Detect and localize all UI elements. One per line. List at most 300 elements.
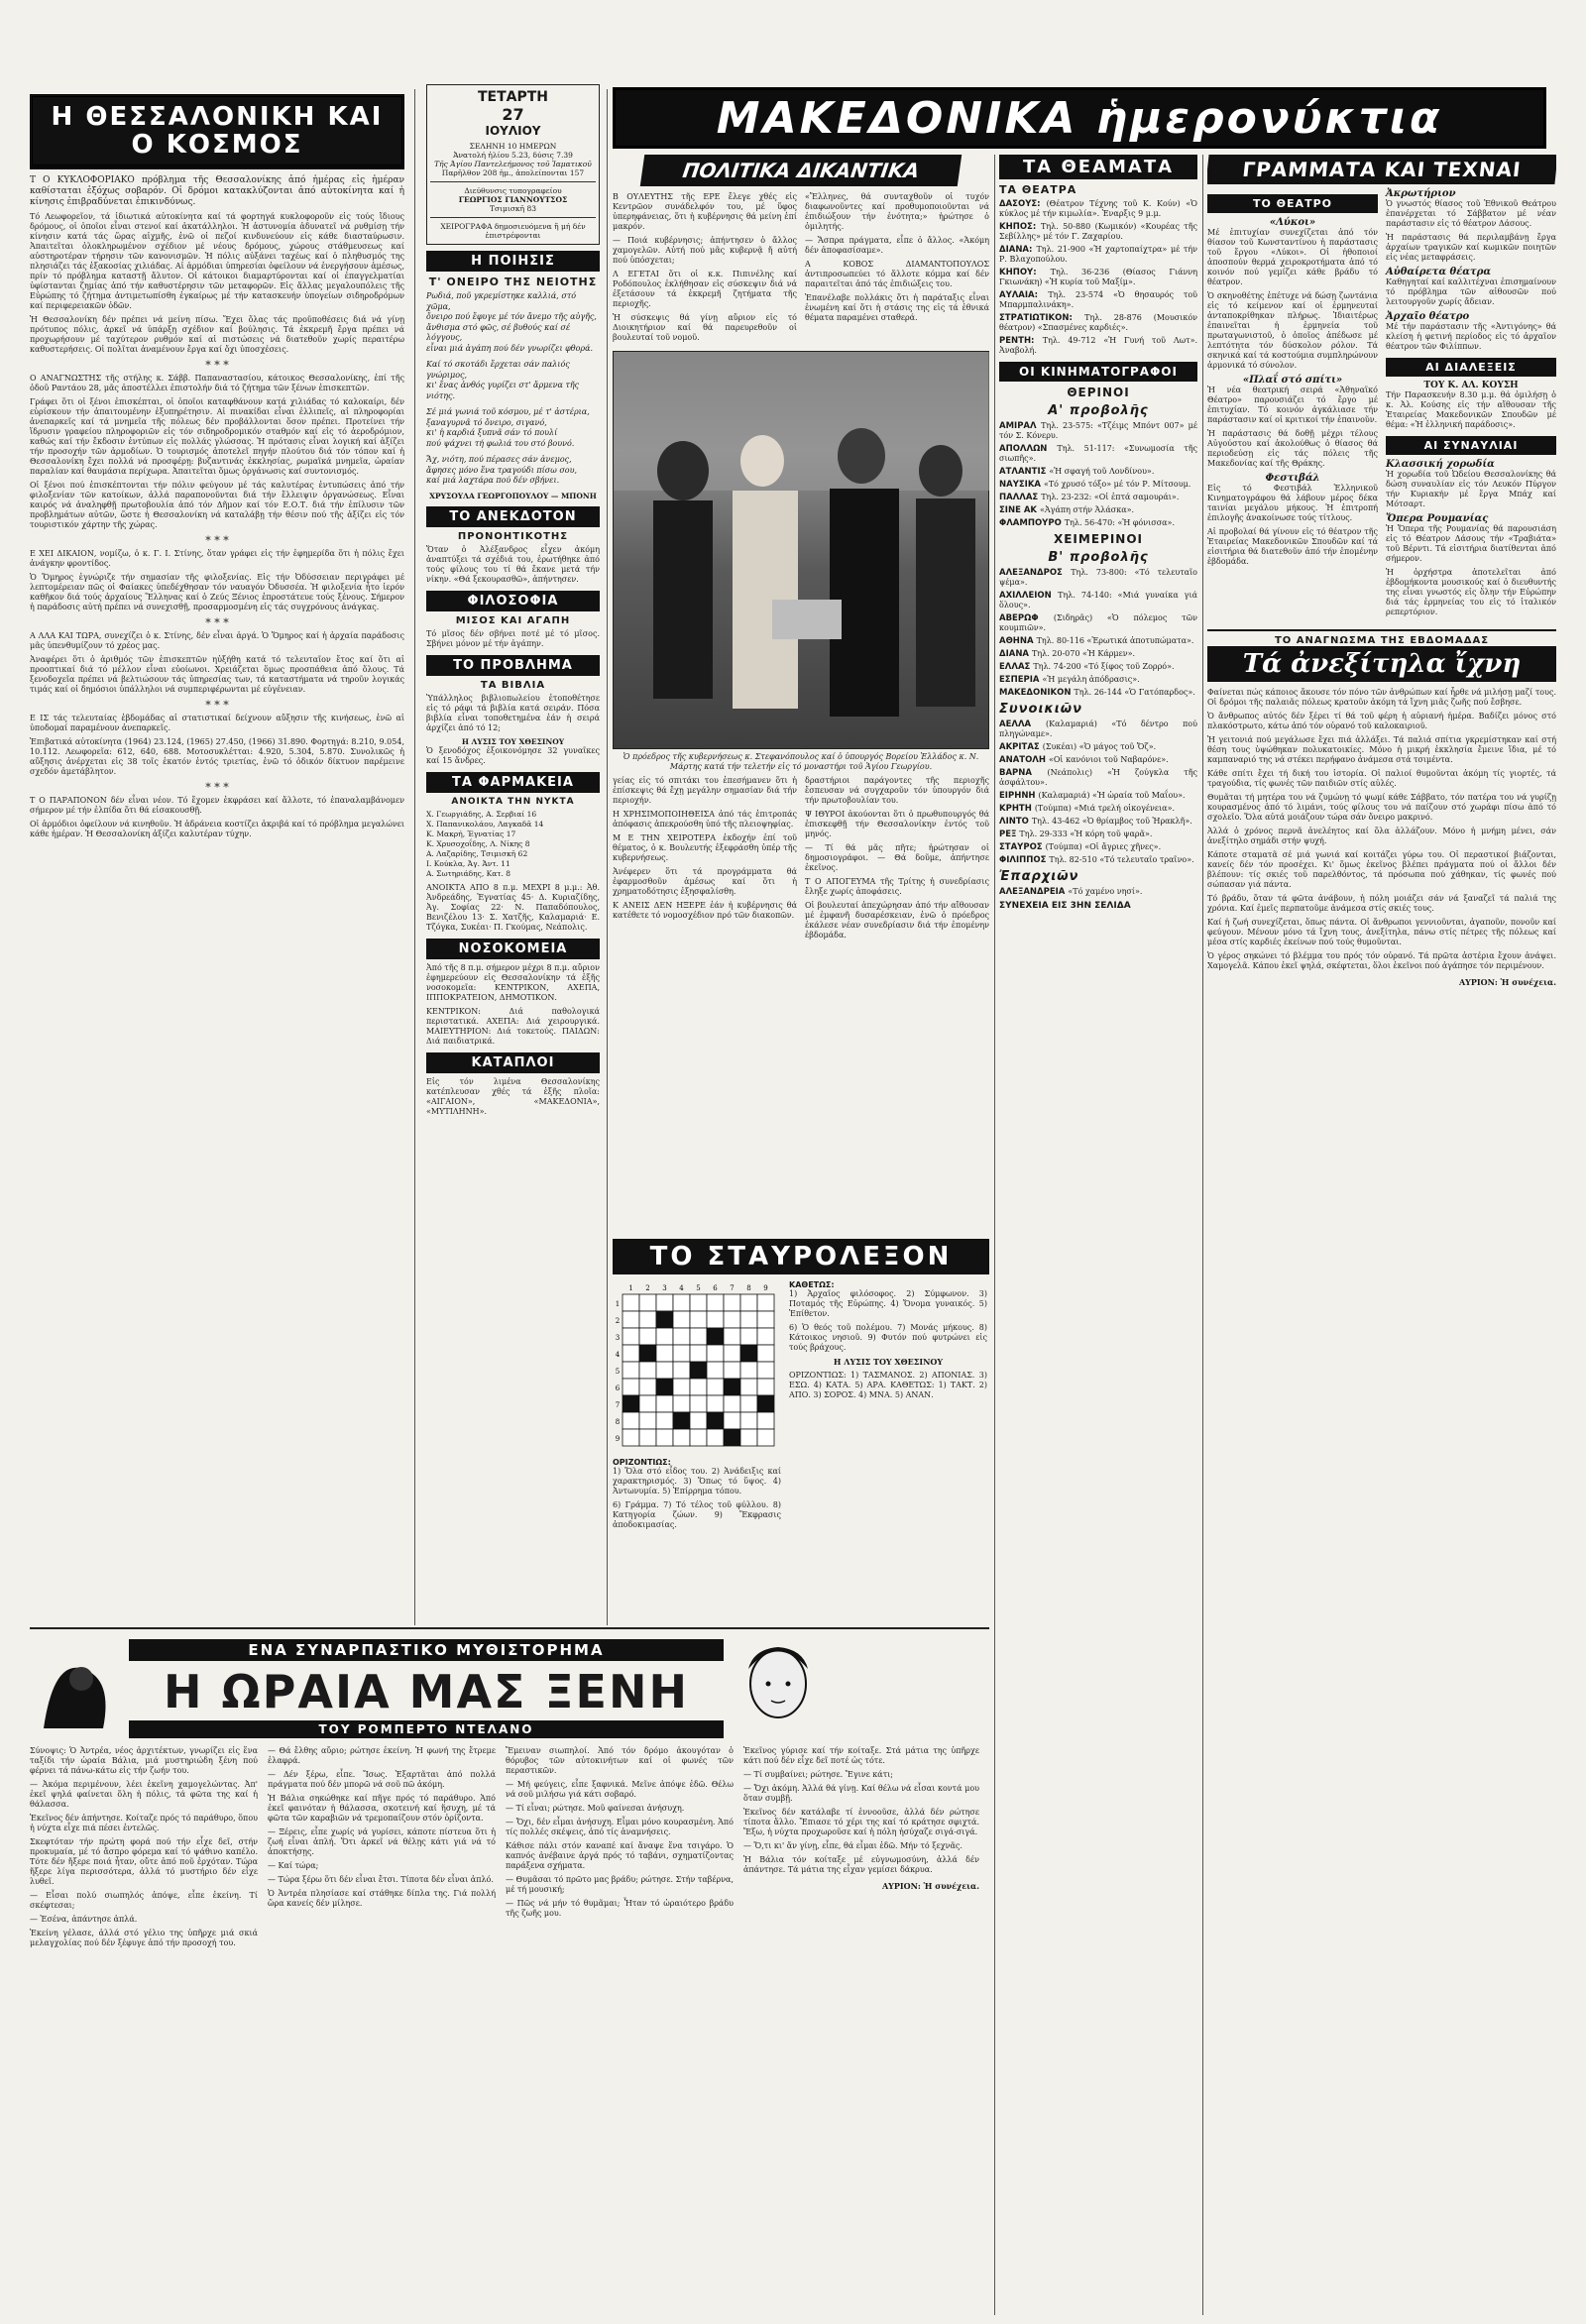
novel-paragraph: Ἔμειναν σιωπηλοί. Ἀπό τόν δρόμο ἀκουγόταν ὁ θόρυβος τῶν αὐτοκινήτων καί οἱ φωνές τῶν περαστικῶν. xyxy=(506,1746,734,1775)
listing-detail: «Οἱ κανόνιοι τοῦ Ναβαρόνε». xyxy=(1048,755,1169,764)
ships-title: ΚΑΤΑΠΛΟΙ xyxy=(426,1052,600,1073)
grid-cell[interactable] xyxy=(740,1345,757,1362)
second-run-list xyxy=(999,568,1197,698)
listing-name: ΡΕΞ xyxy=(999,830,1020,839)
article-paragraph: Α ΛΛΑ ΚΑΙ ΤΩΡΑ, συνεχίζει ὁ κ. Στίνης, δέν εἶναι ἀργά. Ὁ Ὅμηρος καί ἡ ἀρχαία παράδοσις μᾶς ὑπενθυμίζουν τό χρέος μας. xyxy=(30,631,404,650)
grid-cell[interactable] xyxy=(639,1362,656,1379)
listing-name: ΑΘΗΝΑ xyxy=(999,636,1037,646)
listing-detail: Τηλ. 50-880 (Κωμικόν) «Κουρέας τῆς Σεβίλλης» μέ τόν Γ. Ζαχαρίου. xyxy=(999,222,1197,241)
problem-text: Ὑπάλληλος βιβλιοπωλείου ἐτοποθέτησε εἰς τό ράφι τά βιβλία κατά σειράν. Πόσα βιβλία εἶναι τοποθετημένα ἐάν ἡ σειρά ἀρχίζει ἀπό τό 12; xyxy=(426,693,600,732)
grid-cell[interactable] xyxy=(757,1345,774,1362)
listing-detail: Τηλ. 21-900 «Ἡ χαρτοπαίχτρα» μέ τήν Ρ. Βλαχοπούλου. xyxy=(999,245,1197,264)
listing-item xyxy=(999,505,1197,515)
theatres-subtitle: ΤΑ ΘΕΑΤΡΑ xyxy=(999,183,1077,196)
listing-name: ΕΣΠΕΡΙΑ xyxy=(999,675,1043,685)
listing-detail: Τηλ. 23-232: «Οἱ ἐπτά σαμουράι». xyxy=(1041,493,1180,501)
listing-detail: (Καλαμαριά) «Ἡ ὡραία τοῦ Μαΐου». xyxy=(1038,791,1186,800)
grid-cell[interactable] xyxy=(757,1294,774,1311)
grid-cell[interactable] xyxy=(740,1412,757,1429)
poem-title: Η ΠΟΙΗΣΙΣ xyxy=(426,251,600,272)
listing-item xyxy=(999,842,1197,852)
grid-cell[interactable] xyxy=(690,1379,707,1395)
listing-detail: Τηλ. 56-470: «Ἡ φόνισσα». xyxy=(1064,518,1175,527)
listing-item xyxy=(999,518,1197,528)
side-text3: Μέ τήν παράστασιν τῆς «Ἀντιγόνης» θά κλείση ἡ φετινή περίοδος εἰς τό ἀρχαῖον θέατρον τῶν Φιλίππων. xyxy=(1386,322,1556,351)
article-paragraph: Η ΧΡΗΣΙΜΟΠΟΙΗΘΕΙΣΑ ἀπό τάς ἐπιτροπάς ἀπόφασις ἀπεκρούσθη ὑπό τῆς πλειοψηφίας. xyxy=(613,810,797,829)
grid-cell[interactable] xyxy=(724,1311,740,1328)
across-label: ΟΡΙΖΟΝΤΙΩΣ: xyxy=(613,1458,671,1467)
grid-cell[interactable] xyxy=(740,1379,757,1395)
grid-cell[interactable] xyxy=(656,1328,673,1345)
listing-name: ΣΤΡΑΤΙΩΤΙΚΟΝ: xyxy=(999,313,1085,323)
listing-item xyxy=(999,222,1197,242)
opera-sub: Ὄπερα Ρουμανίας xyxy=(1386,513,1489,524)
listing-name: ΕΙΡΗΝΗ xyxy=(999,791,1039,801)
listing-item xyxy=(999,613,1197,633)
poem-line: Καί τό σκοτάδι ἔρχεται σάν παλιός γνώριμος, xyxy=(426,360,570,380)
theatres-title: ΤΑ ΘΕΑΜΑΤΑ xyxy=(999,155,1197,179)
hospitals-text: Ἀπό τῆς 8 π.μ. σήμερον μέχρι 8 π.μ. αὔριον ἐφημερεύουν εἰς Θεσσαλονίκην τά ἑξῆς νοσοκομεῖα: ΚΕΝΤΡΙΚΟΝ, ΑΧΕΠΑ, ΙΠΠΟΚΡΑΤΕΙΟΝ, ΔΗΜΟΤΙΚΟΝ. xyxy=(426,962,600,1002)
grid-cell[interactable] xyxy=(707,1429,724,1446)
listing-item xyxy=(999,444,1197,464)
grid-cell[interactable] xyxy=(724,1362,740,1379)
grid-cell[interactable] xyxy=(639,1412,656,1429)
listing-detail: Τηλ. 28-876 (Μουσικόν θέατρον) «Σπασμένες καρδιές». xyxy=(999,313,1197,332)
listing-name: ΑΕΛΛΑ xyxy=(999,719,1046,729)
first-run-list xyxy=(999,421,1197,528)
listing-detail: Τηλ. 82-510 «Τό τελευταῖο τραῖνο». xyxy=(1049,855,1194,864)
lecture-title: ΑΙ ΔΙΑΛΕΞΕΙΣ xyxy=(1386,358,1556,377)
grid-cell[interactable] xyxy=(757,1429,774,1446)
grid-cell[interactable] xyxy=(673,1412,690,1429)
listing-name: ΦΙΛΙΠΠΟΣ xyxy=(999,855,1050,865)
left-column: Η ΘΕΣΣΑΛΟΝΙΚΗ ΚΑΙ Ο ΚΟΣΜΟΣ Τ Ο ΚΥΚΛΟΦΟΡΙΑΚΟ πρόβλημα τῆς Θεσσαλονίκης ἀπό ἡμέρας εἰς ἡμέραν καθίσταται ἐξόχως σοβαρόν. Οἱ δρόμοι κατακλύζονται ἀπό αὐτοκίνητα καί ἡ κίνησις ἐπιβραδύνεται ἐπικινδύνως. Τό Λεωφορεῖον, τά ἰδιωτικά αὐτοκίνητα καί τά φορτηγά κυκλοφοροῦν εἰς τούς ἴδιους δρόμους, οἱ ὁποῖοι εἶναι στενοί καί ἀκατάλληλοι. Ἡ ἀστυνομία ἀδυνατεῖ νά ρυθμίσῃ τήν κίνησιν κατά τάς ὥρας αἰχμῆς, ἐνῶ οἱ πεζοί κινδυνεύουν εἰς κάθε διασταύρωσιν. Ἀπαιτεῖται ὁλοκληρωμένον σχέδιον μέ νέους δρόμους, χώρους στάθμευσεως καί αὐστηροτέραν τήρησιν τῶν κανονισμῶν. Ἡ πόλις αὐξάνει ταχέως καί ὁ πληθυσμός της πλησιάζει τάς ἑξακοσίας χιλιάδας. Αἱ ἀρμόδιαι ὑπηρεσίαι ὀφείλουν νά ἐνεργήσουν ἀμέσως, πρίν τό πρόβλημα καταστῇ ἄλυτον. Οἱ κάτοικοι διαμαρτύρονται καί οἱ ἐπαγγελματίαι ὑφίστανται ζημίας ἀπό τήν καθυστέρησιν τῶν μεταφορῶν. Εἰς ἄλλας μεγαλουπόλεις τῆς Εὐρώπης τό ζήτημα ἀντιμετωπίσθη ἐγκαίρως μέ τήν κατασκευήν ὑπογείων σιδηροδρόμων καί περιφερειακῶν ὁδῶν. Ἡ Θεσσαλονίκη δέν πρέπει νά μείνη πίσω. Ἔχει ὅλας τάς προϋποθέσεις διά νά γίνῃ πρότυπος πόλις, ἀρκεῖ νά ὑπάρξῃ σχέδιον καί βούλησις. Τά ἐκκρεμῆ ἔργα πρέπει νά προχωρήσουν μέ ταχύτερον ρυθμόν καί αἱ πιστώσεις νά διατεθοῦν χωρίς περαιτέρω καθυστερήσεις. Οἱ πολῖται ἀναμένουν ἔργα καί ὄχι ὑποσχέσεις. * * * Ο ΑΝΑΓΝΩΣΤΗΣ τῆς στήλης κ. Σάββ. Παπαναστασίου, κάτοικος Θεσσαλονίκης, ἐπί τῆς ὁδοῦ Ραντάου 28, μᾶς ἀποστέλλει ἐπιστολήν διά τό ζήτημα τῶν ξένων ἐπισκεπτῶν. Γράφει ὅτι οἱ ξένοι ἐπισκέπται, οἱ ὁποῖοι καταφθάνουν κατά χιλιάδας τό καλοκαίρι, δέν εὑρίσκουν τήν ἀπαιτουμένην ἐξυπηρέτησιν. Αἱ πινακίδαι εἶναι ἐλλιπεῖς, αἱ πληροφορίαι ἀνεπαρκεῖς καί τά μνημεῖα τῆς πόλεως δέν προβάλλονται ὅσον πρέπει. Προτείνει τήν ἵδρυσιν γραφείου πληροφοριῶν εἰς τόν σιδηροδρομικόν σταθμόν καί εἰς τό ἀεροδρόμιον, καθώς καί τήν ἔκδοσιν ἐντύπων εἰς πολλάς γλώσσας. Ἡ πρότασις εἶναι λογική καί ἀξίζει τήν προσοχήν τῶν ἀρμοδίων. Ὁ τουρισμός ἀποτελεῖ πηγήν πλούτου διά τόν τόπον καί ἡ Θεσσαλονίκη ἔχει πολλά νά προσφέρῃ: βυζαντινάς ἐκκλησίας, ρωμαϊκά μνημεῖα, ὡραίαν παραλίαν καί θαυμάσια περίχωρα. Ἀπαιτεῖται ὅμως ὀργάνωσις καί συντονισμός. Οἱ ξένοι πού ἐπισκέπτονται τήν πόλιν φεύγουν μέ τάς καλυτέρας ἐντυπώσεις ἀπό τήν φιλοξενίαν τῶν κατοίκων, ἀλλά παραπονοῦνται διά τήν ἔλλειψιν ὀργανώσεως. Εἶναι καιρός νά ἀναληφθῇ πρωτοβουλία ἀπό τόν Δῆμον καί τόν Ε.Ο.Τ. διά τήν ἐπίλυσιν τῶν προβλημάτων αὐτῶν, ὥστε ἡ Θεσσαλονίκη νά καταλάβῃ τήν θέσιν πού τῆς ἀξίζει εἰς τόν τουριστικόν χάρτην τῆς χώρας. * * * Ε ΧΕΙ ΔΙΚΑΙΟΝ, νομίζω, ὁ κ. Γ. Ι. Στίνης, ὅταν γράφει εἰς τήν ἐφημερίδα ὅτι ἡ πόλις ἔχει ἀνάγκην φροντίδος. Ὁ Ὅμηρος ἐγνώριζε τήν σημασίαν τῆς φιλοξενίας. Εἰς τήν Ὀδύσσειαν περιγράφει μέ λεπτομέρειαν πῶς οἱ Φαίακες ὑπεδέχθησαν τόν ναυαγόν Ὀδυσσέα. Ἡ φιλοξενία ἦτο ἱερόν καθῆκον διά τούς ἀρχαίους Ἕλληνας καί ὁ Ζεύς Ξένιος ἐπροστάτευε τούς ξένους. Σήμερον ἡ παράδοσις αὐτή πρέπει νά συνεχισθῇ, προσαρμοσμένη εἰς τάς συγχρόνους ἀνάγκας. * * * Α ΛΛΑ ΚΑΙ ΤΩΡΑ, συνεχίζει ὁ κ. Στίνης, δέν εἶναι ἀργά. Ὁ Ὅμηρος καί ἡ ἀρχαία παράδοσις μᾶς ὑπενθυμίζουν τό χρέος μας. Ἀναφέρει ὅτι ὁ ἀριθμός τῶν ἐπισκεπτῶν ηὐξήθη κατά τό τελευταῖον ἔτος καί ὅτι αἱ προοπτικαί διά τό μέλλον εἶναι εὐοίωνοι. Χρειάζεται ὅμως προσπάθεια ἀπό ὅλους. Τά ξενοδοχεῖα πρέπει νά βελτιώσουν τάς ὑπηρεσίας των, τά καταστήματα νά τηροῦν λογικάς τιμάς καί οἱ δημόσιοι ὑπάλληλοι νά συμπεριφέρωνται μέ εὐγένειαν. * * * Ε ΙΣ τάς τελευταίας ἑβδομάδας αἱ στατιστικαί δείχνουν αὔξησιν τῆς κινήσεως, ἐνῶ αἱ ὑποδομαί παραμένουν ἀνεπαρκεῖς. Ἐπιβατικά αὐτοκίνητα (1964) 23.124, (1965) 27.450, (1966) 31.890. Φορτηγά: 8.210, 9.054, 10.112. Λεωφορεῖα: 612, 640, 688. Μοτοσυκλέτται: 4.920, 5.304, 5.870. Συνολικῶς ἡ αὔξησις ἀνέρχεται εἰς 38 τοῖς ἑκατόν ἐντός τριετίας, ἐνῶ τό ὁδικόν δίκτυον παρέμεινε σχεδόν ἀμετάβλητον. * * * Τ Ο ΠΑΡΑΠΟΝΟΝ δέν εἶναι νέον. Τό ἔχομεν ἐκφράσει καί ἄλλοτε, τό ἐπαναλαμβάνομεν σήμερον μέ τήν ἐλπίδα ὅτι θά εἰσακουσθῇ. Οἱ ἁρμόδιοι ὀφείλουν νά κινηθοῦν. Ἡ ἀδράνεια κοστίζει ἀκριβά καί τό πρόβλημα μεγαλώνει κάθε ἡμέραν. Ἡ Θεσσαλονίκη ἀξίζει καλυτέραν τύχην. xyxy=(30,94,404,1620)
listing-item xyxy=(999,804,1197,814)
grid-cell[interactable] xyxy=(690,1345,707,1362)
memories-paragraph: Κάθε σπίτι ἔχει τή δική του ἱστορία. Οἱ παλιοί θυμοῦνται ἀκόμη τίς γιορτές, τά τραγούδια, τίς φωνές τῶν παιδιῶν στίς αὐλές. xyxy=(1207,769,1556,788)
list-item: Κ. Μακρή, Ἐγνατίας 17 xyxy=(426,829,516,838)
grid-row-number: 8 xyxy=(615,1417,621,1426)
exhib-sub: «Πλαΐ στό σπίτι» xyxy=(1242,375,1343,386)
grid-cell[interactable] xyxy=(757,1362,774,1379)
provinces-list xyxy=(999,887,1197,897)
listing-item xyxy=(999,768,1197,788)
memories-text: Φαίνεται πώς κάποιος ἄκουσε τόν πόνο τῶν ἀνθρώπων καί ἦρθε νά μιλήσῃ μαζί τους. Οἱ δρόμοι τῆς παλαιᾶς πόλεως κρατοῦν ἀκόμη τά ἴχνη μιᾶς ζωῆς πού ἔσβησε. Ὁ ἄνθρωπος αὐτός δέν ξέρει τί θά τοῦ φέρη ἡ αὐριανή ἡμέρα. Βαδίζει μόνος στό πλακόστρωτο, κάτω ἀπό τόν οὐρανό τοῦ καλοκαιριοῦ. Ἡ γειτονιά πού μεγάλωσε ἔχει πιά ἀλλάξει. Τά παλιά σπίτια γκρεμίστηκαν καί στή θέση τους ὑψώθηκαν πολυκατοικίες. Μόνο ἡ μικρή ἐκκλησία ἔμεινε ἴδια, μέ τό καμπαναριό της νά στέκει περήφανο ἀνάμεσα στά τσιμέντα. Κάθε σπίτι ἔχει τή δική του ἱστορία. Οἱ παλιοί θυμοῦνται ἀκόμη τίς γιορτές, τά τραγούδια, τίς φωνές τῶν παιδιῶν στίς αὐλές. Θυμᾶται τή μητέρα του νά ζυμώνῃ τό ψωμί κάθε Σάββατο, τόν πατέρα του νά γυρίζῃ κουρασμένος ἀπό τό λιμάνι, τούς φίλους του νά παίζουν στό χωράφι πίσω ἀπό τό σχολεῖο. Ὅλα αὐτά μοιάζουν τώρα σάν ὄνειρο μακρινό. Ἀλλά ὁ χρόνος περνᾶ ἀνελέητος καί ὅλα ἀλλάζουν. Μόνο ἡ μνήμη μένει, σάν ἀνεξίτηλο σημάδι στήν ψυχή. Κάποτε σταματᾶ σέ μιά γωνιά καί κοιτάζει γύρω του. Οἱ περαστικοί βιάζονται, κανείς δέν τόν προσέχει. Κι' ὅμως ἐκεῖνος βλέπει πράγματα πού οἱ ἄλλοι δέν βλέπουν: τίς σκιές τοῦ παρελθόντος, τά πρόσωπα πού χάθηκαν, τίς φωνές πού σώπασαν γιά πάντα. Τό βράδυ, ὅταν τά φῶτα ἀνάβουν, ἡ πόλη μοιάζει σάν νά ξαναζεῖ τά παλιά της χρόνια. Καί ἐμεῖς περπατοῦμε ἀνάμεσα στίς σκιές τους. Καί ἡ ζωή συνεχίζεται, ὅπως πάντα. Οἱ ἄνθρωποι γεννιοῦνται, ἀγαποῦν, πονοῦν καί φεύγουν. Μένουν μόνο τά ἴχνη τους, ἀνεξίτηλα, πάνω στίς πέτρες τῆς πόλεως καί μέσα στίς καρδιές ἐκείνων πού τούς θυμοῦνται. Ὁ γέρος σηκώνει τό βλέμμα του πρός τόν οὐρανό. Τά πρῶτα ἀστέρια ἔχουν ἀνάψει. Χαμογελᾶ. Κάπου ἐκεῖ ψηλά, σκέφτεται, ὅλοι ἐκεῖνοι πού ἀγάπησε τόν περιμένουν. ΑΥΡΙΟΝ: Ἡ συνέχεια. xyxy=(1207,688,1556,987)
listing-name: ΔΙΑΝΑ xyxy=(999,649,1032,659)
listing-item xyxy=(999,688,1197,698)
theatres-section xyxy=(999,155,1197,2315)
listing-item xyxy=(999,268,1197,287)
listing-detail: Τηλ. 74-140: «Μιά γυναίκα γιά ὅλους». xyxy=(999,591,1197,609)
list-item: Χ. Γεωργιάδης, Α. Σερβιαί 16 xyxy=(426,809,537,819)
novel-paragraph: — Ὄχι ἀκόμη. Ἀλλά θά γίνῃ. Καί θέλω νά εἶσαι κοντά μου ὅταν συμβῇ. xyxy=(743,1784,979,1803)
grid-cell[interactable] xyxy=(673,1395,690,1412)
memories-title: Τά ἀνεξίτηλα ἴχνη xyxy=(1207,646,1556,682)
lecture-text: Τήν Παρασκευήν 8.30 μ.μ. θά ὁμιλήσῃ ὁ κ. Ἀλ. Κούσης εἰς τήν αἴθουσαν τῆς Ἑταιρείας Μακεδονικῶν Σπουδῶν μέ θέμα: «Ἡ ἑλληνική παράδοσις». xyxy=(1386,390,1556,429)
festival-text: Εἰς τό Φεστιβάλ Ἑλληνικοῦ Κινηματογράφου θά λάβουν μέρος δέκα ταινίαι μεγάλου μήκους. Ἡ ἐπιτροπή ἐπιλογῆς ἀνακοίνωσε τούς τίτλους. xyxy=(1207,484,1378,522)
listing-detail: Τηλ. 74-200 «Τό ξίφος τοῦ Ζορρό». xyxy=(1033,662,1175,671)
grid-cell[interactable] xyxy=(707,1328,724,1345)
grid-cell[interactable] xyxy=(623,1395,639,1412)
article-paragraph: Λ ΕΓΕΤΑΙ ὅτι οἱ κ.κ. Πιπινέλης καί Ροδόπουλος ἐκλήθησαν εἰς σύσκεψιν διά νά ἐξετάσουν τά ἐκκρεμῆ ζητήματα τῆς περιοχῆς. xyxy=(613,270,797,308)
listing-name: ΑΒΕΡΩΦ xyxy=(999,613,1054,623)
hospitals-title: ΝΟΣΟΚΟΜΕΙΑ xyxy=(426,939,600,959)
grid-col-number: 7 xyxy=(730,1284,735,1292)
grid-col-number: 4 xyxy=(679,1284,684,1292)
grid-cell[interactable] xyxy=(656,1345,673,1362)
poem-line: κι' ἔνας ἀνθός γυρίζει στ' ἄρμενα τῆς νιότης. xyxy=(426,381,580,400)
grid-cell[interactable] xyxy=(757,1379,774,1395)
article-paragraph: Τ Ο ΑΠΟΓΕΥΜΑ τῆς Τρίτης ἡ συνεδρίασις ἔληξε χωρίς ἀποφάσεις. xyxy=(805,877,989,896)
grid-cell[interactable] xyxy=(757,1311,774,1328)
poem-subtitle: Τ' ΟΝΕΙΡΟ ΤΗΣ ΝΕΙΟΤΗΣ xyxy=(428,276,598,288)
grid-col-number: 2 xyxy=(645,1284,650,1292)
column-divider xyxy=(994,155,995,2315)
editor-name: ΓΕΩΡΓΙΟΣ ΓΙΑΝΝΟΥΤΣΟΣ xyxy=(458,195,568,204)
grid-cell[interactable] xyxy=(707,1412,724,1429)
theatre-list xyxy=(999,199,1197,356)
list-item: Κ. Χρυσοχοΐδης, Λ. Νίκης 8 xyxy=(426,838,530,848)
grid-cell[interactable] xyxy=(623,1429,639,1446)
grid-cell[interactable] xyxy=(673,1345,690,1362)
listing-detail: (Σιδηρᾶς) «Ὁ πόλεμος τῶν κουμπιῶν». xyxy=(999,613,1197,632)
listing-detail: (Τούμπα) «Οἱ ἄγριες χῆνες». xyxy=(1045,842,1162,851)
grid-cell[interactable] xyxy=(707,1294,724,1311)
grid-cell[interactable] xyxy=(639,1379,656,1395)
list-item: Χ. Παπανικολάου, Λαγκαδᾶ 14 xyxy=(426,819,544,829)
listing-name: ΜΑΚΕΔΟΝΙΚΟΝ xyxy=(999,688,1075,698)
listing-name: ΔΑΣΟΥΣ: xyxy=(999,199,1047,209)
novel-author: ΤΟΥ ΡΟΜΠΕΡΤΟ ΝΤΕΛΑΝΟ xyxy=(129,1720,724,1738)
grid-col-number: 6 xyxy=(713,1284,718,1292)
grid-cell[interactable] xyxy=(690,1294,707,1311)
novel-paragraph: Ἐκεῖνος γύρισε καί τήν κοίταξε. Στά μάτια της ὑπῆρχε κάτι πού δέν εἶχε δεῖ ποτέ ὡς τότε. xyxy=(743,1746,979,1765)
grid-cell[interactable] xyxy=(707,1345,724,1362)
grid-cell[interactable] xyxy=(673,1294,690,1311)
listing-item xyxy=(999,290,1197,310)
grid-cell[interactable] xyxy=(656,1379,673,1395)
grid-cell[interactable] xyxy=(623,1379,639,1395)
listing-name: ΑΚΡΙΤΑΣ xyxy=(999,742,1043,752)
ships-text: Εἰς τόν λιμένα Θεσσαλονίκης κατέπλευσαν χθές τά ἑξῆς πλοῖα: «ΑΙΓΑΙΟΝ», «ΜΑΚΕΔΟΝΙΑ», «ΜΥΤΙΛΗΝΗ». xyxy=(426,1076,600,1116)
listing-detail: Τηλ. 20-070 «Ἡ Κάρμεν». xyxy=(1031,649,1136,658)
anecdote-subtitle: ΠΡΟΝΟΗΤΙΚΟΤΗΣ xyxy=(457,530,569,542)
listing-name: ΑΝΑΤΟΛΗ xyxy=(999,755,1049,765)
grid-cell[interactable] xyxy=(673,1328,690,1345)
manuscripts-note: ΧΕΙΡΟΓΡΑΦΑ δημοσιευόμενα ἤ μή δέν ἐπιστρέφονται xyxy=(440,222,586,240)
grid-row-number: 4 xyxy=(615,1350,621,1359)
article-paragraph: Ἡ Θεσσαλονίκη δέν πρέπει νά μείνη πίσω. Ἔχει ὅλας τάς προϋποθέσεις διά νά γίνῃ πρότυπος πόλις, ἀρκεῖ νά ὑπάρξῃ σχέδιον καί βούλησις. Τά ἐκκρεμῆ ἔργα πρέπει νά προχωρήσουν μέ ταχύτερον ρυθμόν καί αἱ πιστώσεις νά διατεθοῦν χωρίς περαιτέρω καθυστερήσεις. Οἱ πολῖται ἀναμένουν ἔργα καί ὄχι ὑποσχέσεις. xyxy=(30,315,404,354)
article-paragraph: Ψ ΙΘΥΡΟΙ ἀκούονται ὅτι ὁ πρωθυπουργός θά ἐπισκεφθῇ τήν Θεσσαλονίκην ἐντός τοῦ μηνός. xyxy=(805,810,989,838)
theatre-sub: «Λύκοι» xyxy=(1269,217,1316,228)
memories-paragraph: Ὁ ἄνθρωπος αὐτός δέν ξέρει τί θά τοῦ φέρη ἡ αὐριανή ἡμέρα. Βαδίζει μόνος στό πλακόστρωτο, κάτω ἀπό τόν οὐρανό τοῦ καλοκαιριοῦ. xyxy=(1207,712,1556,730)
grid-cell[interactable] xyxy=(740,1429,757,1446)
listing-item xyxy=(999,675,1197,685)
listing-item xyxy=(999,336,1197,356)
grid-cell[interactable] xyxy=(724,1395,740,1412)
listing-item xyxy=(999,591,1197,610)
listing-item xyxy=(999,855,1197,865)
listing-item xyxy=(999,245,1197,265)
first-run-label: Α' προβολῆς xyxy=(1048,403,1149,418)
summer-label: ΘΕΡΙΝΟΙ xyxy=(1067,386,1130,399)
novel-paragraph: — Τί συμβαίνει; ρώτησε. Ἔγινε κάτι; xyxy=(743,1770,893,1779)
side-sub2: Αὐθαίρετα θέατρα xyxy=(1386,267,1492,277)
listing-item xyxy=(999,887,1197,897)
article-paragraph: Ἀναφέρει ὅτι ὁ ἀριθμός τῶν ἐπισκεπτῶν ηὐξήθη κατά τό τελευταῖον ἔτος καί ὅτι αἱ προοπτικαί διά τό μέλλον εἶναι εὐοίωνοι. Χρειάζεται ὅμως προσπάθεια ἀπό ὅλους. Τά ξενοδοχεῖα πρέπει νά βελτιώσουν τάς ὑπηρεσίας των, τά καταστήματα νά τηροῦν λογικάς τιμάς καί οἱ δημόσιοι ὑπάλληλοι νά συμπεριφέρωνται μέ εὐγένειαν. xyxy=(30,655,404,694)
column-divider xyxy=(414,89,415,1625)
grid-cell[interactable] xyxy=(707,1379,724,1395)
listing-item xyxy=(999,662,1197,672)
grid-cell[interactable] xyxy=(724,1379,740,1395)
list-item: Α. Λαζαρίδης, Τσιμισκῆ 62 xyxy=(426,848,528,858)
down-label: ΚΑΘΕΤΩΣ: xyxy=(789,1280,835,1289)
saint: Τῆς Ἀγίου Παντελεήμονος τοῦ Ἰαματικοῦ xyxy=(434,160,592,168)
grid-cell[interactable] xyxy=(623,1345,639,1362)
grid-row-number: 6 xyxy=(615,1383,621,1392)
listing-detail: (Συκέαι) «Ὁ μάγος τοῦ Ὄζ». xyxy=(1042,742,1157,751)
grid-cell[interactable] xyxy=(707,1395,724,1412)
opera-text: Ἡ Ὄπερα τῆς Ρουμανίας θά παρουσιάση εἰς τό Θέατρον Δάσους τήν «Τραβιάτα» τοῦ Βέρντι. Τά εἰσιτήρια διατίθενται ἀπό σήμερον. xyxy=(1386,524,1556,563)
listing-detail: Τηλ. 80-116 «Ἐρωτικά ἀποτυπώματα». xyxy=(1036,636,1194,645)
grid-cell[interactable] xyxy=(707,1311,724,1328)
second-run-label: Β' προβολῆς xyxy=(1048,550,1149,565)
philosophy-subtitle: ΜΙΣΟΣ ΚΑΙ ΑΓΑΠΗ xyxy=(455,614,571,626)
grid-cell[interactable] xyxy=(673,1362,690,1379)
moon: ΣΕΛΗΝΗ 10 ΗΜΕΡΩΝ xyxy=(469,142,557,151)
continued-note: ΣΥΝΕΧΕΙΑ ΕΙΣ 3ΗΝ ΣΕΛΙΔΑ xyxy=(999,901,1131,911)
lecture-sub: ΤΟΥ Κ. ΑΛ. ΚΟΥΣΗ xyxy=(1423,381,1519,390)
grid-cell[interactable] xyxy=(724,1294,740,1311)
grid-cell[interactable] xyxy=(690,1412,707,1429)
grid-cell[interactable] xyxy=(673,1311,690,1328)
listing-name: ΚΡΗΤΗ xyxy=(999,804,1035,814)
grid-cell[interactable] xyxy=(656,1362,673,1379)
grid-cell[interactable] xyxy=(656,1294,673,1311)
neighborhood-label: Συνοικιῶν xyxy=(999,702,1082,717)
crossword-title: ΤΟ ΣΤΑΥΡΟΛΕΞΟΝ xyxy=(613,1239,989,1274)
grid-row-number: 3 xyxy=(615,1333,621,1342)
grid-col-number: 9 xyxy=(763,1284,768,1292)
grid-cell[interactable] xyxy=(690,1429,707,1446)
cinemas-title: ΟΙ ΚΙΝΗΜΑΤΟΓΡΑΦΟΙ xyxy=(999,362,1197,382)
politics-title: ΠΟΛΙΤΙΚΑ ΔΙΚΑΝΤΙΚΑ xyxy=(640,155,962,186)
grid-cell[interactable] xyxy=(656,1412,673,1429)
memories-next: ΑΥΡΙΟΝ: Ἡ συνέχεια. xyxy=(1458,977,1556,987)
grid-cell[interactable] xyxy=(623,1362,639,1379)
grid-cell[interactable] xyxy=(690,1362,707,1379)
grid-cell[interactable] xyxy=(757,1412,774,1429)
editor-label: Διεύθυνσις τυπογραφείου xyxy=(464,186,562,195)
philosophy-text: Τό μῖσος δέν σβήνει ποτέ μέ τό μῖσος. Σβήνει μόνον μέ τήν ἀγάπην. xyxy=(426,628,600,648)
novel-paragraph: Ἐκεῖνος δέν ἀπήντησε. Κοίταζε πρός τό παράθυρο, ὅπου ἡ νύχτα εἶχε πιά πέσει ἐντελῶς. xyxy=(30,1814,258,1832)
grid-cell[interactable] xyxy=(623,1412,639,1429)
listing-name: ΚΗΠΟΣ: xyxy=(999,222,1041,232)
memories-paragraph: Τό βράδυ, ὅταν τά φῶτα ἀνάβουν, ἡ πόλη μοιάζει σάν νά ξαναζεῖ τά παλιά της χρόνια. Καί ἐμεῖς περπατοῦμε ἀνάμεσα στίς σκιές τους. xyxy=(1207,894,1556,913)
section-title: Η ΘΕΣΣΑΛΟΝΙΚΗ ΚΑΙ Ο ΚΟΣΜΟΣ xyxy=(30,94,404,167)
grid-cell[interactable] xyxy=(656,1311,673,1328)
grid-cell[interactable] xyxy=(656,1395,673,1412)
listing-name: ΦΛΑΜΠΟΥΡΟ xyxy=(999,518,1065,528)
article-paragraph: Κ ΑΝΕΙΣ ΔΕΝ ΗΞΕΡΕ ἐάν ἡ κυβέρνησις θά κατέθετε τό νομοσχέδιον πρό τῶν διακοπῶν. xyxy=(613,901,797,920)
festival-sub: Φεστιβάλ xyxy=(1265,473,1320,484)
listing-detail: (Νεάπολις) «Ἡ ζούγκλα τῆς ἀσφάλτου». xyxy=(999,768,1197,787)
list-item: Α. Σωτηριάδης, Κατ. 8 xyxy=(426,868,510,878)
grid-cell[interactable] xyxy=(639,1345,656,1362)
article-paragraph: Τ Ο ΚΥΚΛΟΦΟΡΙΑΚΟ πρόβλημα τῆς Θεσσαλονίκης ἀπό ἡμέρας εἰς ἡμέραν καθίσταται ἐξόχως σοβαρόν. Οἱ δρόμοι κατακλύζονται ἀπό αὐτοκίνητα καί ἡ κίνησις ἐπιβραδύνεται ἐπικινδύνως. xyxy=(30,175,404,207)
memories-paragraph: Φαίνεται πώς κάποιος ἄκουσε τόν πόνο τῶν ἀνθρώπων καί ἦρθε νά μιλήσῃ μαζί τους. Οἱ δρόμοι τῆς παλαιᾶς πόλεως κρατοῦν ἀκόμη τά ἴχνη μιᾶς ζωῆς πού ἔσβησε. xyxy=(1207,688,1556,707)
philosophy-title: ΦΙΛΟΣΟΦΙΑ xyxy=(426,591,600,611)
grid-row-number: 9 xyxy=(615,1434,621,1443)
listing-item xyxy=(999,719,1197,739)
poem-line: ἄνθισμα στό φῶς, σέ βυθούς καί σέ λόγγους, xyxy=(426,322,571,342)
grid-cell[interactable] xyxy=(740,1395,757,1412)
listing-detail: Τηλ. 23-574 «Ὁ θησαυρός τοῦ Μπαρμπαλινάκη». xyxy=(999,290,1197,309)
listing-item xyxy=(999,421,1197,441)
memories-top: ΤΟ ΑΝΑΓΝΩΣΜΑ ΤΗΣ ΕΒΔΟΜΑΔΑΣ xyxy=(1274,635,1490,646)
anecdote-text: Ὅταν ὁ Ἀλέξανδρος εἶχεν ἀκόμη ἀναπτύξει τά σχέδιά του, ἐρωτήθηκε ἀπό τούς φίλους του τί θά ἔκανε μετά τήν νίκην. «Θά ξεκουρασθῶ», ἀπήντησεν. xyxy=(426,544,600,584)
sun-times: Ἀνατολή ἡλίου 5.23, δύσις 7.39 xyxy=(453,151,573,160)
concerts-title: ΑΙ ΣΥΝΑΥΛΙΑΙ xyxy=(1386,436,1556,455)
grid-row-number: 1 xyxy=(615,1299,621,1308)
memories-header xyxy=(1207,629,1556,682)
neighborhood-list xyxy=(999,719,1197,865)
novel-title: Η ΩΡΑΙΑ ΜΑΣ ΞΕΝΗ xyxy=(164,1665,689,1718)
listing-detail: «Ἀγάπη στήν Ἀλάσκα». xyxy=(1039,505,1135,514)
grid-cell[interactable] xyxy=(639,1395,656,1412)
pharmacy-subtitle: ΑΝΟΙΚΤΑ ΤΗΝ ΝΥΚΤΑ xyxy=(451,796,575,807)
listing-detail: «Τό χαμένο νησί». xyxy=(1068,887,1143,896)
article-paragraph: Ἐπιβατικά αὐτοκίνητα (1964) 23.124, (1965) 27.450, (1966) 31.890. Φορτηγά: 8.210, 9.054, 10.112. Λεωφορεῖα: 612, 640, 688. Μοτοσυκλέτται: 4.920, 5.304, 5.870. Συνολικῶς ἡ αὔξησις ἀνέρχεται εἰς 38 τοῖς ἑκατόν ἐντός τριετίας, ἐνῶ τό ὁδικόν δίκτυον παρέμεινε σχεδόν ἀμετάβλητον. xyxy=(30,737,404,776)
grid-cell[interactable] xyxy=(707,1362,724,1379)
poem: Ρωδιά, ποῦ γκρεμίστηκε καλλιά, στό χῶμα, ὄνειρο πού ἔφυγε μέ τόν ἄνεμο τῆς αὐγῆς, ἄνθισμα στό φῶς, σέ βυθούς καί σέ λόγγους, εἶναι μιά ἀγάπη πού δέν γνωρίζει φθορά. Καί τό σκοτάδι ἔρχεται σάν παλιός γνώριμος, κι' ἔνας ἀνθός γυρίζει στ' ἄρμενα τῆς νιότης. Σέ μιά γωνιά τοῦ κόσμου, μέ τ' ἀστέρια, ξαναγυρνᾶ τό ὄνειρο, σιγανό, κι' ἡ καρδιά ξυπνᾶ σάν τό πουλί πού ψάχνει τή φωλιά του στό βουνό. Ἄχ, νιότη, πού πέρασες σάν ἀνεμος, ἄφησες μόνο ἕνα τραγούδι πίσω σου, καί μιά λαχτάρα πού δέν σβήνει. xyxy=(426,291,600,487)
grid-cell[interactable] xyxy=(740,1311,757,1328)
listing-item xyxy=(999,755,1197,765)
provinces-label: Ἐπαρχιῶν xyxy=(999,869,1079,884)
grid-cell[interactable] xyxy=(690,1311,707,1328)
list-item: Ι. Κούκλα, Ἀγ. Ἀντ. 11 xyxy=(426,858,510,868)
listing-detail: (Θέατρον Τέχνης τοῦ Κ. Κούν) «Ὁ κύκλος μέ τήν κιμωλία». Ἐναρξις 9 μ.μ. xyxy=(999,199,1197,218)
crossword-solution-label: Η ΛΥΣΙΣ ΤΟΥ ΧΘΕΣΙΝΟΥ xyxy=(833,1357,944,1367)
listing-item xyxy=(999,742,1197,752)
grid-cell[interactable] xyxy=(740,1294,757,1311)
listing-item xyxy=(999,480,1197,490)
weekday: ΤΕΤΑΡΤΗ xyxy=(477,89,549,105)
grid-cell[interactable] xyxy=(639,1429,656,1446)
grid-cell[interactable] xyxy=(639,1294,656,1311)
listing-item xyxy=(999,199,1197,219)
listing-item xyxy=(999,568,1197,588)
listing-detail: «Ἡ μεγάλη ἀπόδρασις». xyxy=(1042,675,1140,684)
crossword-section: ΤΟ ΣΤΑΥΡΟΛΕΞΟΝ 1 1 2 2 3 3 4 4 5 5 6 6 7 7 8 8 9 9 ΟΡΙΖΟΝΤΙΩΣ: 1) Ὅλα στό εἶδος του. 2) Ἀνάδειξις καί χαρακτηρισμός. 3) Ὅπως τό ὕψος. 4) Ἀντωνυμία. 5) Ἐπίρρημα τόπου. 6) Γράμμα. 7) Τό τέλος τοῦ φύλλου. 8) Κατηγορία ζώων. 9) Ἔκφρασις ἀποδοκιμασίας. ΚΑΘΕΤΩΣ: 1) Ἀρχαῖος φιλόσοφος. 2) Σύμφωνον. 3) Ποταμός τῆς Εὐρώπης. 4) Ὄνομα γυναικός. 5) Ἐπίθετον. 6) Ὁ θεός τοῦ πολέμου. 7) Μονάς μήκους. 8) Κάτοικος νησιοῦ. 9) Φυτόν πού φυτρώνει εἰς τούς βράχους. Η ΛΥΣΙΣ ΤΟΥ ΧΘΕΣΙΝΟΥ ΟΡΙΖΟΝΤΙΩΣ: 1) ΤΑΣΜΑΝΟΣ. 2) ΑΠΟΝΙΑΣ. 3) ΕΣΩ. 4) ΚΑΤΑ. 5) ΑΡΑ. ΚΑΘΕΤΩΣ: 1) ΤΑΚΤ. 2) ΑΠΟ. 3) ΣΟΡΟΣ. 4) ΜΝΑ. 5) ΑΝΑΝ. xyxy=(613,1239,989,1625)
grid-cell[interactable] xyxy=(757,1328,774,1345)
listing-name: ΑΛΕΞΑΝΔΡΟΣ xyxy=(999,568,1072,578)
listing-detail: Τηλ. 26-144 «Ὁ Γατόπαρδος». xyxy=(1074,688,1195,697)
grid-cell[interactable] xyxy=(724,1412,740,1429)
editor-address: Τσιμισκῆ 83 xyxy=(489,204,537,213)
listing-name: ΠΑΛΛΑΣ xyxy=(999,493,1042,502)
article-paragraph: Γράφει ὅτι οἱ ξένοι ἐπισκέπται, οἱ ὁποῖοι καταφθάνουν κατά χιλιάδας τό καλοκαίρι, δέν εὑρίσκουν τήν ἀπαιτουμένην ἐξυπηρέτησιν. Αἱ πινακίδαι εἶναι ἐλλιπεῖς, αἱ πληροφορίαι ἀνεπαρκεῖς καί τά μνημεῖα τῆς πόλεως δέν προβάλλονται ὅσον πρέπει. Προτείνει τήν ἵδρυσιν γραφείου πληροφοριῶν εἰς τόν σιδηροδρομικόν σταθμόν καί εἰς τό ἀεροδρόμιον, καθώς καί τήν ἔκδοσιν ἐντύπων εἰς πολλάς γλώσσας. Ἡ πρότασις εἶναι λογική καί ἀξίζει τήν προσοχήν τῶν ἀρμοδίων. Ὁ τουρισμός ἀποτελεῖ πηγήν πλούτου διά τόν τόπον καί ἡ Θεσσαλονίκη ἔχει πολλά νά προσφέρῃ: βυζαντινάς ἐκκλησίας, ρωμαϊκά μνημεῖα, ὡραίαν παραλίαν καί θαυμάσια περίχωρα. Ἀπαιτεῖται ὅμως ὀργάνωσις καί συντονισμός. xyxy=(30,397,404,476)
grid-cell[interactable] xyxy=(690,1395,707,1412)
listing-item xyxy=(999,313,1197,333)
grid-cell[interactable] xyxy=(673,1429,690,1446)
memories-paragraph: Ἀλλά ὁ χρόνος περνᾶ ἀνελέητος καί ὅλα ἀλλάζουν. Μόνο ἡ μνήμη μένει, σάν ἀνεξίτηλο σημάδι στήν ψυχή. xyxy=(1207,827,1556,845)
article-paragraph: Ὁ Ὅμηρος ἐγνώριζε τήν σημασίαν τῆς φιλοξενίας. Εἰς τήν Ὀδύσσειαν περιγράφει μέ λεπτομέρειαν πῶς οἱ Φαίακες ὑπεδέχθησαν τόν ναυαγόν Ὀδυσσέα. Ἡ φιλοξενία ἦτο ἱερόν καθῆκον διά τούς ἀρχαίους Ἕλληνας καί ὁ Ζεύς Ξένιος ἐπροστάτευε τούς ξένους. Σήμερον ἡ παράδοσις αὐτή πρέπει νά συνεχισθῇ, προσαρμοσμένη εἰς τάς συγχρόνους ἀνάγκας. xyxy=(30,573,404,611)
listing-name: ΑΥΛΑΙΑ: xyxy=(999,290,1049,300)
grid-cell[interactable] xyxy=(690,1328,707,1345)
listing-detail: Τηλ. 43-462 «Ὁ θρίαμβος τοῦ Ἡρακλῆ». xyxy=(1031,817,1192,826)
grid-cell[interactable] xyxy=(724,1429,740,1446)
novel-paragraph: — Μή φεύγεις, εἶπε ξαφνικά. Μεῖνε ἀπόψε ἐδῶ. Θέλω νά σοῦ μιλήσω γιά κάτι σοβαρό. xyxy=(506,1780,734,1799)
side-text2: Καθηγηταί καί καλλιτέχναι ἐπισημαίνουν τό πρόβλημα τῶν αἰθουσῶν πού λειτουργοῦν χωρίς ἄδειαν. xyxy=(1386,277,1556,306)
grid-cell[interactable] xyxy=(740,1362,757,1379)
novel-section: ΕΝΑ ΣΥΝΑΡΠΑΣΤΙΚΟ ΜΥΘΙΣΤΟΡΗΜΑ Η ΩΡΑΙΑ ΜΑΣ ΞΕΝΗ ΤΟΥ ΡΟΜΠΕΡΤΟ ΝΤΕΛΑΝΟ Σύνοψις: Ὁ Ἀντρέα, νέος ἀρχιτέκτων, γνωρίζει εἰς ἕνα ταξίδι τήν ὡραία Βάλια, μιά μυστηριώδη ξένη πού φέρνει τά πάνω-κάτω εἰς τήν ζωήν του. — Ἀκόμα περιμένουν, λέει ἐκεῖνη χαμογελώντας. Ἀπ' ἐκεῖ ψηλά φαίνεται ὅλη ἡ πόλις, τά φῶτα της καί ἡ θάλασσα. Ἐκεῖνος δέν ἀπήντησε. Κοίταζε πρός τό παράθυρο, ὅπου ἡ νύχτα εἶχε πιά πέσει ἐντελῶς. Σκεφτόταν τήν πρώτη φορά πού τήν εἶχε δεῖ, στήν προκυμαία, μέ τό ἄσπρο φόρεμα καί τό ψάθινο καπέλο. Τότε δέν ἤξερε ποιά ἦταν, οὔτε ἀπό ποῦ ἐρχόταν. Τώρα ἤξερε λίγα περισσότερα, ἀλλά τό μυστήριο δέν εἶχε λυθεῖ. — Εἶσαι πολύ σιωπηλός ἀπόψε, εἶπε ἐκείνη. Τί σκέφτεσαι; — Ἐσένα, ἀπάντησε ἁπλά. Ἐκείνη γέλασε, ἀλλά στό γέλιο της ὑπῆρχε μιά σκιά μελαγχολίας πού δέν ξέφυγε ἀπό τήν προσοχή του. — Θά ἔλθης αὔριο; ρώτησε ἐκείνη. Ἡ φωνή της ἔτρεμε ἐλαφρά. — Δέν ξέρω, εἶπε. Ἴσως. Ἐξαρτᾶται ἀπό πολλά πράγματα πού δέν μπορῶ νά σοῦ πῶ ἀκόμη. Ἡ Βάλια σηκώθηκε καί πῆγε πρός τό παράθυρο. Ἀπό ἐκεῖ φαινόταν ἡ θάλασσα, σκοτεινή καί ἥσυχη, μέ τά φῶτα τῶν καραβιῶν νά τρεμοπαίζουν στόν ὁρίζοντα. — Ξέρεις, εἶπε χωρίς νά γυρίσει, κάποτε πίστευα ὅτι ἡ ζωή εἶναι ἁπλή. Ὅτι ἀρκεῖ νά θέλῃς κάτι γιά νά τό ἀποκτήσῃς. — Καί τώρα; — Τώρα ξέρω ὅτι δέν εἶναι ἔτσι. Τίποτα δέν εἶναι ἁπλό. Ὁ Ἀντρέα πλησίασε καί στάθηκε δίπλα της. Γιά πολλή ὥρα κανείς δέν μίλησε. Ἔμειναν σιωπηλοί. Ἀπό τόν δρόμο ἀκουγόταν ὁ θόρυβος τῶν αὐτοκινήτων καί οἱ φωνές τῶν περαστικῶν. — Μή φεύγεις, εἶπε ξαφνικά. Μεῖνε ἀπόψε ἐδῶ. Θέλω νά σοῦ μιλήσω γιά κάτι σοβαρό. — Τί εἶναι; ρώτησε. Μοῦ φαίνεσαι ἀνήσυχη. — Ὄχι, δέν εἶμαι ἀνήσυχη. Εἶμαι μόνο κουρασμένη. Ἀπό τίς πολλές σκέψεις, ἀπό τίς ἀναμνήσεις. Κάθισε πάλι στόν καναπέ καί ἄναψε ἕνα τσιγάρο. Ὁ καπνός ἀνέβαινε ἀργά πρός τό ταβάνι, σχηματίζοντας παράξενα σχήματα. — Θυμᾶσαι τό πρῶτο μας βράδυ; ρώτησε. Στήν ταβέρνα, μέ τή μουσική; — Πῶς νά μήν τό θυμᾶμαι; Ἦταν τό ὡραιότερο βράδυ τῆς ζωῆς μου. Ἐκεῖνος γύρισε καί τήν κοίταξε. Στά μάτια της ὑπῆρχε κάτι πού δέν εἶχε δεῖ ποτέ ὡς τότε. — Τί συμβαίνει; ρώτησε. Ἔγινε κάτι; — Ὄχι ἀκόμη. Ἀλλά θά γίνῃ. Καί θέλω νά εἶσαι κοντά μου ὅταν συμβῇ. Ἐκεῖνος δέν κατάλαβε τί ἐννοοῦσε, ἀλλά δέν ρώτησε τίποτα ἄλλο. Ἔπιασε τό χέρι της καί τό κράτησε σφιχτά. Ἔξω, ἡ νύχτα προχωροῦσε καί ἡ πόλη ἡσύχαζε σιγά-σιγά. — Ὅ,τι κι' ἄν γίνῃ, εἶπε, θά εἶμαι ἐδῶ. Μήν τό ξεχνᾶς. Ἡ Βάλια τόν κοίταξε μέ εὐγνωμοσύνη, ἀλλά δέν ἀπάντησε. Τά μάτια της εἶχαν γεμίσει δάκρυα. ΑΥΡΙΟΝ: Ἡ συνέχεια. xyxy=(30,1641,979,1947)
arts-section: ΓΡΑΜΜΑΤΑ ΚΑΙ ΤΕΧΝΑΙ ΤΟ ΘΕΑΤΡΟ «Λύκοι» Μέ ἐπιτυχίαν συνεχίζεται ἀπό τόν θίασον τοῦ Κωνσταντίνου ἡ παράστασις τοῦ ἔργου «Λύκοι». Οἱ ἠθοποιοί ἀποσπούν θερμά χειροκροτήματα ἀπό τό κοινόν πού γεμίζει κάθε βράδυ τό θέατρον. Ὁ σκηνοθέτης ἐπέτυχε νά δώσῃ ζωντάνια εἰς τό κείμενον καί οἱ ἑρμηνευταί ἀνταποκρίθηκαν πλήρως. Ἰδιαιτέρως ἐπαινεῖται ἡ ἑρμηνεία τοῦ πρωταγωνιστοῦ, ὁ ὁποῖος ἀπέδωσε μέ λεπτότητα τόν δύσκολον ρόλον. Τά σκηνικά καί τά κοστούμια συμπληρώνουν ἁρμονικά τό σύνολον. «Πλαΐ στό σπίτι» Ἡ νέα θεατρική σειρά «Ἀθηναϊκό Θέατρο» παρουσιάζει τό ἔργο μέ ἐπιτυχίαν. Τό κοινόν ἀγκάλιασε τήν παράστασιν καί οἱ κριτικοί τήν ἐπαινοῦν. Ἡ παράστασις θά δοθῇ μέχρι τέλους Αὐγούστου καί ἀκολούθως ὁ θίασος θά περιοδεύσῃ εἰς τάς πόλεις τῆς Μακεδονίας καί τῆς Θράκης. Φεστιβάλ Εἰς τό Φεστιβάλ Ἑλληνικοῦ Κινηματογράφου θά λάβουν μέρος δέκα ταινίαι μεγάλου μήκους. Ἡ ἐπιτροπή ἐπιλογῆς ἀνακοίνωσε τούς τίτλους. Αἱ προβολαί θά γίνουν εἰς τό θέατρον τῆς Ἑταιρείας Μακεδονικῶν Σπουδῶν καί τά εἰσιτήρια θά διατεθοῦν ἀπό τήν ἐπομένην ἑβδομάδα. Ἀκρωτήριον Ὁ γνωστός θίασος τοῦ Ἐθνικοῦ Θεάτρου ἐπανέρχεται τό Σάββατον μέ νέαν παράστασιν εἰς τό θέατρον Δάσους. Ἡ παράστασις θά περιλαμβάνῃ ἔργα ἀρχαίων τραγικῶν καί κωμικῶν ποιητῶν εἰς νέας μεταφράσεις. Αὐθαίρετα θέατρα Καθηγηταί καί καλλιτέχναι ἐπισημαίνουν τό πρόβλημα τῶν αἰθουσῶν πού λειτουργοῦν χωρίς ἄδειαν. Ἀρχαῖο θέατρο Μέ τήν παράστασιν τῆς «Ἀντιγόνης» θά κλείση ἡ φετινή περίοδος εἰς τό ἀρχαῖον θέατρον τῶν Φιλίππων. ΑΙ ΔΙΑΛΕΞΕΙΣ ΤΟΥ Κ. ΑΛ. ΚΟΥΣΗ Τήν Παρασκευήν 8.30 μ.μ. θά ὁμιλήσῃ ὁ κ. Ἀλ. Κούσης εἰς τήν αἴθουσαν τῆς Ἑταιρείας Μακεδονικῶν Σπουδῶν μέ θέμα: «Ἡ ἑλληνική παράδοσις». ΑΙ ΣΥΝΑΥΛΙΑΙ Κλασσική χορωδία Ἡ χορωδία τοῦ Ὠδείου Θεσσαλονίκης θά δώση συναυλίαν εἰς τόν Λευκόν Πύργον τήν Κυριακήν μέ ἔργα Μπάχ καί Μότσαρτ. Ὄπερα Ρουμανίας Ἡ Ὄπερα τῆς Ρουμανίας θά παρουσιάση εἰς τό Θέατρον Δάσους τήν «Τραβιάτα» τοῦ Βέρντι. Τά εἰσιτήρια διατίθενται ἀπό σήμερον. Ἡ ὀρχήστρα ἀποτελεῖται ἀπό ἑβδομήκοντα μουσικούς καί ὁ διευθυντής της εἶναι γνωστός εἰς ὅλην τήν Εὐρώπην διά τάς ἑρμηνείας του εἰς τό ἰταλικόν ρεπερτόριον. ΤΟ ΑΝΑΓΝΩΣΜΑ ΤΗΣ ΕΒΔΟΜΑΔΑΣ Τά ἀνεξίτηλα ἴχνη Φαίνεται πώς κάποιος ἄκουσε τόν πόνο τῶν ἀνθρώπων καί ἦρθε νά μιλήσῃ μαζί τους. Οἱ δρόμοι τῆς παλαιᾶς πόλεως κρατοῦν ἀκόμη τά ἴχνη μιᾶς ζωῆς πού ἔσβησε. Ὁ ἄνθρωπος αὐτός δέν ξέρει τί θά τοῦ φέρη ἡ αὐριανή ἡμέρα. Βαδίζει μόνος στό πλακόστρωτο, κάτω ἀπό τόν οὐρανό τοῦ καλοκαιριοῦ. Ἡ γειτονιά πού μεγάλωσε ἔχει πιά ἀλλάξει. Τά παλιά σπίτια γκρεμίστηκαν καί στή θέση τους ὑψώθηκαν πολυκατοικίες. Μόνο ἡ μικρή ἐκκλησία ἔμεινε ἴδια, μέ τό καμπαναριό της νά στέκει περήφανο ἀνάμεσα στά τσιμέντα. Κάθε σπίτι ἔχει τή δική του ἱστορία. Οἱ παλιοί θυμοῦνται ἀκόμη τίς γιορτές, τά τραγούδια, τίς φωνές τῶν παιδιῶν στίς αὐλές. Θυμᾶται τή μητέρα του νά ζυμώνῃ τό ψωμί κάθε Σάββατο, τόν πατέρα του νά γυρίζῃ κουρασμένος ἀπό τό λιμάνι, τούς φίλους του νά παίζουν στό χωράφι πίσω ἀπό τό σχολεῖο. Ὅλα αὐτά μοιάζουν τώρα σάν ὄνειρο μακρινό. Ἀλλά ὁ χρόνος περνᾶ ἀνελέητος καί ὅλα ἀλλάζουν. Μόνο ἡ μνήμη μένει, σάν ἀνεξίτηλο σημάδι στήν ψυχή. Κάποτε σταματᾶ σέ μιά γωνιά καί κοιτάζει γύρω του. Οἱ περαστικοί βιάζονται, κανείς δέν τόν προσέχει. Κι' ὅμως ἐκεῖνος βλέπει πράγματα πού οἱ ἄλλοι δέν βλέπουν: τίς σκιές τοῦ παρελθόντος, τά πρόσωπα πού χάθηκαν, τίς φωνές πού σώπασαν γιά πάντα. Τό βράδυ, ὅταν τά φῶτα ἀνάβουν, ἡ πόλη μοιάζει σάν νά ξαναζεῖ τά παλιά της χρόνια. Καί ἐμεῖς περπατοῦμε ἀνάμεσα στίς σκιές τους. Καί ἡ ζωή συνεχίζεται, ὅπως πάντα. Οἱ ἄνθρωποι γεννιοῦνται, ἀγαποῦν, πονοῦν καί φεύγουν. Μένουν μόνο τά ἴχνη τους, ἀνεξίτηλα, πάνω στίς πέτρες τῆς πόλεως καί μέσα στίς καρδιές ἐκείνων πού τούς θυμοῦνται. Ὁ γέρος σηκώνει τό βλέμμα του πρός τόν οὐρανό. Τά πρῶτα ἀστέρια ἔχουν ἀνάψει. Χαμογελᾶ. Κάπου ἐκεῖ ψηλά, σκέφτεται, ὅλοι ἐκεῖνοι πού ἀγάπησε τόν περιμένουν. ΑΥΡΙΟΝ: Ἡ συνέχεια. xyxy=(1207,155,1556,2315)
grid-col-number: 8 xyxy=(746,1284,751,1292)
grid-cell[interactable] xyxy=(623,1294,639,1311)
grid-cell[interactable] xyxy=(724,1328,740,1345)
listing-detail: Τηλ. 29-333 «Ἡ κόρη τοῦ ψαρᾶ». xyxy=(1019,830,1153,838)
grid-cell[interactable] xyxy=(639,1311,656,1328)
listing-detail: Τηλ. 73-800: «Τό τελευταῖο ψέμα». xyxy=(999,568,1197,587)
grid-cell[interactable] xyxy=(639,1328,656,1345)
problem-title: ΤΟ ΠΡΟΒΛΗΜΑ xyxy=(426,655,600,676)
column-divider xyxy=(607,89,608,1625)
listing-detail: Τηλ. 36-236 (Θίασος Γιάννη Γκιωνάκη) «Ἡ κυρία τοῦ Μαξίμ». xyxy=(999,268,1197,286)
grid-cell[interactable] xyxy=(740,1328,757,1345)
column-divider xyxy=(1202,155,1203,2315)
month: ΙΟΥΛΙΟΥ xyxy=(485,124,541,138)
theatre-text: Μέ ἐπιτυχίαν συνεχίζεται ἀπό τόν θίασον τοῦ Κωνσταντίνου ἡ παράστασις τοῦ ἔργου «Λύκοι». Οἱ ἠθοποιοί ἀποσπούν θερμά χειροκροτήματα ἀπό τό κοινόν πού γεμίζει κάθε βράδυ τό θέατρον. xyxy=(1207,228,1378,286)
novel-next: ΑΥΡΙΟΝ: Ἡ συνέχεια. xyxy=(881,1881,979,1891)
grid-cell[interactable] xyxy=(656,1429,673,1446)
novel-paragraph: — Θά ἔλθης αὔριο; ρώτησε ἐκείνη. Ἡ φωνή της ἔτρεμε ἐλαφρά. xyxy=(268,1746,496,1765)
listing-name: ΒΑΡΝΑ xyxy=(999,768,1048,778)
across-clues: 1) Ὅλα στό εἶδος του. 2) Ἀνάδειξις καί χαρακτηρισμός. 3) Ὅπως τό ὕψος. 4) Ἀντωνυμία. 5) Ἐπίρρημα τόπου. xyxy=(613,1467,781,1495)
listing-item xyxy=(999,467,1197,477)
article-paragraph: Α ΚΟΒΟΣ ΔΙΑΜΑΝΤΟΠΟΥΛΟΣ ἀντιπροσωπεύει τό ἄλλοτε κόμμα καί δέν παραιτεῖται ἀπό τάς ἐπιδιώξεις του. xyxy=(805,260,989,288)
arts-title: ΓΡΑΜΜΑΤΑ ΚΑΙ ΤΕΧΝΑΙ xyxy=(1207,155,1556,184)
anecdote-title: ΤΟ ΑΝΕΚΔΟΤΟΝ xyxy=(426,506,600,527)
grid-cell[interactable] xyxy=(623,1311,639,1328)
listing-detail: Τηλ. 49-712 «Ἡ Γυνή τοῦ Λωτ». Ἀναβολή. xyxy=(999,336,1197,355)
listing-name: ΑΧΙΛΛΕΙΟΝ xyxy=(999,591,1059,601)
article-paragraph: Ο ΑΝΑΓΝΩΣΤΗΣ τῆς στήλης κ. Σάββ. Παπαναστασίου, κάτοικος Θεσσαλονίκης, ἐπί τῆς ὁδοῦ Ραντάου 28, μᾶς ἀποστέλλει ἐπιστολήν διά τό ζήτημα τῶν ξένων ἐπισκεπτῶν. xyxy=(30,374,404,392)
grid-cell[interactable] xyxy=(757,1395,774,1412)
decoration-illustration xyxy=(34,1639,123,1738)
crossword-grid xyxy=(613,1280,781,1454)
article-paragraph: Οἱ ξένοι πού ἐπισκέπτονται τήν πόλιν φεύγουν μέ τάς καλυτέρας ἐντυπώσεις ἀπό τήν φιλοξενίαν τῶν κατοίκων, ἀλλά παραπονοῦνται διά τήν ἔλλειψιν ὀργανώσεως. Εἶναι καιρός νά ἀναληφθῇ πρωτοβουλία ἀπό τόν Δῆμον καί τόν Ε.Ο.Τ. διά τήν ἐπίλυσιν τῶν προβλημάτων αὐτῶν, ὥστε ἡ Θεσσαλονίκη νά καταλάβῃ τήν θέσιν πού τῆς ἀξίζει εἰς τόν τουριστικόν χάρτην τῆς χώρας. xyxy=(30,481,404,529)
grid-cell[interactable] xyxy=(673,1379,690,1395)
solution-text: Ὁ ξενοδόχος ἐξοικονόμησε 32 γυναῖκες καί 15 ἄνδρες. xyxy=(426,745,600,765)
poem-line: ὄνειρο πού ἔφυγε μέ τόν ἄνεμο τῆς αὐγῆς, xyxy=(426,312,597,321)
poem-line: εἶναι μιά ἀγάπη πού δέν γνωρίζει φθορά. xyxy=(426,343,594,353)
novel-banner-top: ΕΝΑ ΣΥΝΑΡΠΑΣΤΙΚΟ ΜΥΘΙΣΤΟΡΗΜΑ xyxy=(129,1639,724,1661)
grid-cell[interactable] xyxy=(724,1345,740,1362)
listing-item xyxy=(999,636,1197,646)
article-paragraph: Τό Λεωφορεῖον, τά ἰδιωτικά αὐτοκίνητα καί τά φορτηγά κυκλοφοροῦν εἰς τούς ἴδιους δρόμους, οἱ ὁποῖοι εἶναι στενοί καί ἀκατάλληλοι. Ἡ ἀστυνομία ἀδυνατεῖ νά ρυθμίσῃ τήν κίνησιν κατά τάς ὥρας αἰχμῆς, ἐνῶ οἱ πεζοί κινδυνεύουν εἰς κάθε διασταύρωσιν. Ἀπαιτεῖται ὁλοκληρωμένον σχέδιον μέ νέους δρόμους, χώρους στάθμευσεως καί αὐστηροτέραν τήρησιν τῶν κανονισμῶν. Ἡ πόλις αὐξάνει ταχέως καί ὁ πληθυσμός της πλησιάζει τάς ἑξακοσίας χιλιάδας. Αἱ ἀρμόδιαι ὑπηρεσίαι ὀφείλουν νά ἐνεργήσουν ἀμέσως, πρίν τό πρόβλημα καταστῇ ἄλυτον. Οἱ κάτοικοι διαμαρτύρονται καί οἱ ἐπαγγελματίαι ὑφίστανται ζημίας ἀπό τήν καθυστέρησιν τῶν μεταφορῶν. Εἰς ἄλλας μεγαλουπόλεις τῆς Εὐρώπης τό ζήτημα ἀντιμετωπίσθη ἐγκαίρως μέ τήν κατασκευήν ὑπογείων σιδηροδρόμων καί περιφερειακῶν ὁδῶν. xyxy=(30,212,404,310)
article-paragraph: Μ Ε ΤΗΝ ΧΕΙΡΟΤΕΡΑ ἐκδοχήν ἐπί τοῦ θέματος, ὁ κ. Βουλευτής ἐξεφράσθη ὑπέρ τῆς κυβερνήσεως. xyxy=(613,833,797,862)
days-count: Παρῆλθον 208 ἡμ., ἀπολείπονται 157 xyxy=(441,168,585,177)
side-text: Ὁ γνωστός θίασος τοῦ Ἐθνικοῦ Θεάτρου ἐπανέρχεται τό Σάββατον μέ νέαν παράστασιν εἰς τό θέατρον Δάσους. xyxy=(1386,199,1556,228)
grid-cell[interactable] xyxy=(623,1328,639,1345)
banner-title: ΜΑΚΕΔΟΝΙΚΑ ἡμερονύκτια xyxy=(716,92,1443,144)
listing-detail: (Καλαμαριά) «Τό δέντρο πού πληγώναμε». xyxy=(999,719,1197,738)
poem-line: Ρωδιά, ποῦ γκρεμίστηκε καλλιά, στό χῶμα, xyxy=(426,291,577,311)
poem-author: ΧΡΥΣΟΥΛΑ ΓΕΩΡΓΟΠΟΥΛΟΥ — ΜΠΟΝΗ xyxy=(429,491,597,500)
down-clues: 1) Ἀρχαῖος φιλόσοφος. 2) Σύμφωνον. 3) Ποταμός τῆς Εὐρώπης. 4) Ὄνομα γυναικός. 5) Ἐπίθετον. xyxy=(789,1289,987,1318)
article-paragraph: Ε ΧΕΙ ΔΙΚΑΙΟΝ, νομίζω, ὁ κ. Γ. Ι. Στίνης, ὅταν γράφει εἰς τήν ἐφημερίδα ὅτι ἡ πόλις ἔχει ἀνάγκην φροντίδος. xyxy=(30,549,404,568)
